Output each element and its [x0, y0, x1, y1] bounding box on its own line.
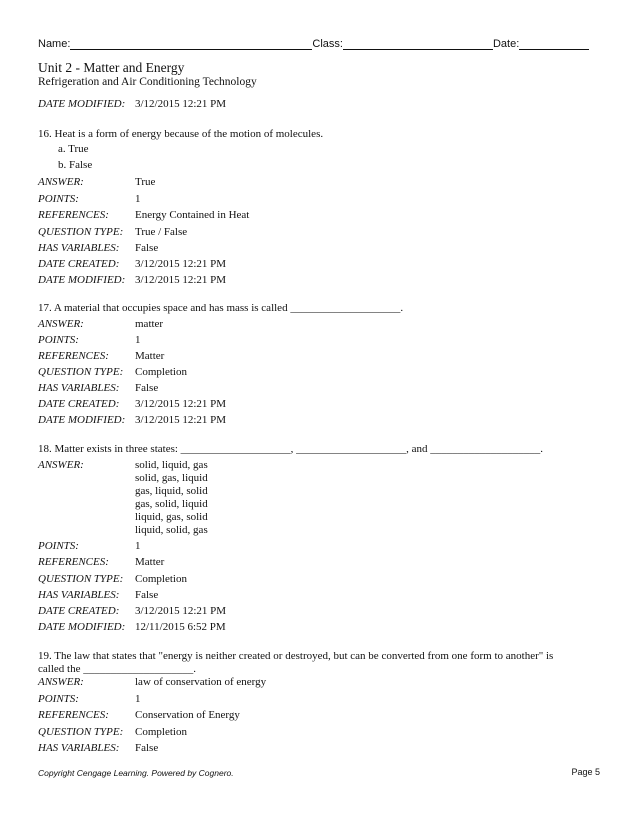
- meta-value: 1: [135, 334, 141, 346]
- q19-points-row: [38, 693, 141, 705]
- q19-has-variables-row: [38, 742, 158, 754]
- student-info-header: [38, 38, 600, 50]
- meta-label: QUESTION TYPE:: [38, 226, 124, 238]
- meta-value: Completion: [135, 726, 187, 738]
- answer-item: liquid, solid, gas: [135, 524, 208, 536]
- q16-answer-row: [38, 176, 155, 188]
- date-label: Date:: [492, 38, 520, 50]
- meta-value: 1: [135, 193, 141, 205]
- question-19-text-line1: 19. The law that states that "energy is neither created or destroyed, but can be converted from one form to another" is: [38, 650, 554, 662]
- meta-value: Completion: [135, 366, 187, 378]
- meta-value: 3/12/2015 12:21 PM: [135, 98, 227, 110]
- answer-item: liquid, gas, solid: [135, 511, 208, 523]
- meta-value: 3/12/2015 12:21 PM: [135, 414, 227, 426]
- question-16-text: 16. Heat is a form of energy because of the motion of molecules.: [38, 128, 324, 140]
- meta-label: POINTS:: [38, 540, 79, 552]
- meta-label: POINTS:: [38, 334, 79, 346]
- meta-value: Matter: [135, 556, 165, 568]
- meta-value: False: [135, 589, 159, 601]
- meta-label: HAS VARIABLES:: [38, 382, 120, 394]
- q19-references-row: [38, 709, 240, 721]
- q19-question-type-row: [38, 726, 187, 738]
- answer-item: gas, solid, liquid: [135, 498, 208, 510]
- q18-answer-row: [38, 459, 135, 471]
- q16-has-variables-row: [38, 242, 158, 254]
- meta-label: HAS VARIABLES:: [38, 589, 120, 601]
- q18-date-modified-row: [38, 621, 226, 633]
- q16-points-row: [38, 193, 141, 205]
- meta-label: DATE CREATED:: [38, 398, 120, 410]
- meta-label: REFERENCES:: [38, 709, 109, 721]
- document-subtitle: Refrigeration and Air Conditioning Technology: [38, 76, 257, 88]
- meta-value: 1: [135, 693, 141, 705]
- question-18-text: 18. Matter exists in three states: ____________________, ____________________, and ____________________.: [38, 443, 544, 455]
- class-label: Class:: [312, 38, 343, 50]
- q17-question-type-row: [38, 366, 187, 378]
- q17-date-modified-row: [38, 414, 226, 426]
- meta-value: 1: [135, 540, 141, 552]
- q18-points-row: [38, 540, 141, 552]
- meta-value: Matter: [135, 350, 165, 362]
- meta-value: True: [135, 176, 156, 188]
- q17-date-created-row: [38, 398, 226, 410]
- meta-label: REFERENCES:: [38, 209, 109, 221]
- meta-value: Completion: [135, 573, 187, 585]
- meta-label: DATE CREATED:: [38, 258, 120, 270]
- page-number: Page 5: [571, 767, 600, 777]
- name-blank: [70, 38, 312, 50]
- q16-references-row: [38, 209, 249, 221]
- meta-value: False: [135, 742, 159, 754]
- meta-label: DATE MODIFIED:: [38, 621, 126, 633]
- q18-references-row: [38, 556, 164, 568]
- meta-value: 3/12/2015 12:21 PM: [135, 258, 227, 270]
- q17-has-variables-row: [38, 382, 158, 394]
- meta-value: matter: [135, 318, 164, 330]
- meta-label: HAS VARIABLES:: [38, 242, 120, 254]
- meta-value: Energy Contained in Heat: [135, 209, 250, 221]
- question-19-text-line2: called the ____________________.: [38, 663, 196, 675]
- meta-value: False: [135, 242, 159, 254]
- meta-label: ANSWER:: [38, 318, 84, 330]
- meta-label: QUESTION TYPE:: [38, 726, 124, 738]
- meta-value: 3/12/2015 12:21 PM: [135, 398, 227, 410]
- meta-label: POINTS:: [38, 193, 79, 205]
- meta-label: ANSWER:: [38, 459, 84, 471]
- meta-label: ANSWER:: [38, 676, 84, 688]
- q17-answer-row: [38, 318, 163, 330]
- q16-date-created-row: [38, 258, 226, 270]
- answer-item: gas, liquid, solid: [135, 485, 208, 497]
- q17-points-row: [38, 334, 141, 346]
- meta-label: REFERENCES:: [38, 350, 109, 362]
- q16-date-modified-row: [38, 274, 226, 286]
- copyright-footer: Copyright Cengage Learning. Powered by Cognero.: [38, 768, 234, 778]
- class-blank: [343, 38, 493, 50]
- meta-value: True / False: [135, 226, 188, 238]
- meta-label: DATE MODIFIED:: [38, 274, 126, 286]
- q18-has-variables-row: [38, 589, 158, 601]
- q19-answer-row: [38, 676, 266, 688]
- date-blank: [519, 38, 589, 50]
- answer-item: solid, gas, liquid: [135, 472, 208, 484]
- q18-date-created-row: [38, 605, 226, 617]
- document-title: Unit 2 - Matter and Energy: [38, 60, 185, 75]
- answer-item: solid, liquid, gas: [135, 459, 208, 471]
- meta-label: REFERENCES:: [38, 556, 109, 568]
- meta-value: Conservation of Energy: [135, 709, 240, 721]
- meta-value: 3/12/2015 12:21 PM: [135, 605, 227, 617]
- meta-label: QUESTION TYPE:: [38, 573, 124, 585]
- q16-question-type-row: [38, 226, 187, 238]
- q18-answer-list: [135, 459, 208, 537]
- meta-label: ANSWER:: [38, 176, 84, 188]
- meta-label: DATE MODIFIED:: [38, 98, 126, 110]
- top-date-modified: [38, 98, 226, 110]
- question-16-option-a: a. True: [58, 143, 89, 155]
- meta-label: POINTS:: [38, 693, 79, 705]
- meta-label: DATE MODIFIED:: [38, 414, 126, 426]
- meta-value: 3/12/2015 12:21 PM: [135, 274, 227, 286]
- name-label: Name:: [38, 38, 71, 50]
- meta-value: law of conservation of energy: [135, 676, 267, 688]
- q17-references-row: [38, 350, 164, 362]
- meta-label: QUESTION TYPE:: [38, 366, 124, 378]
- meta-value: False: [135, 382, 159, 394]
- question-17-text: 17. A material that occupies space and has mass is called ____________________.: [38, 302, 404, 314]
- question-16-option-b: b. False: [58, 159, 93, 171]
- meta-value: 12/11/2015 6:52 PM: [135, 621, 226, 633]
- q18-question-type-row: [38, 573, 187, 585]
- meta-label: DATE CREATED:: [38, 605, 120, 617]
- meta-label: HAS VARIABLES:: [38, 742, 120, 754]
